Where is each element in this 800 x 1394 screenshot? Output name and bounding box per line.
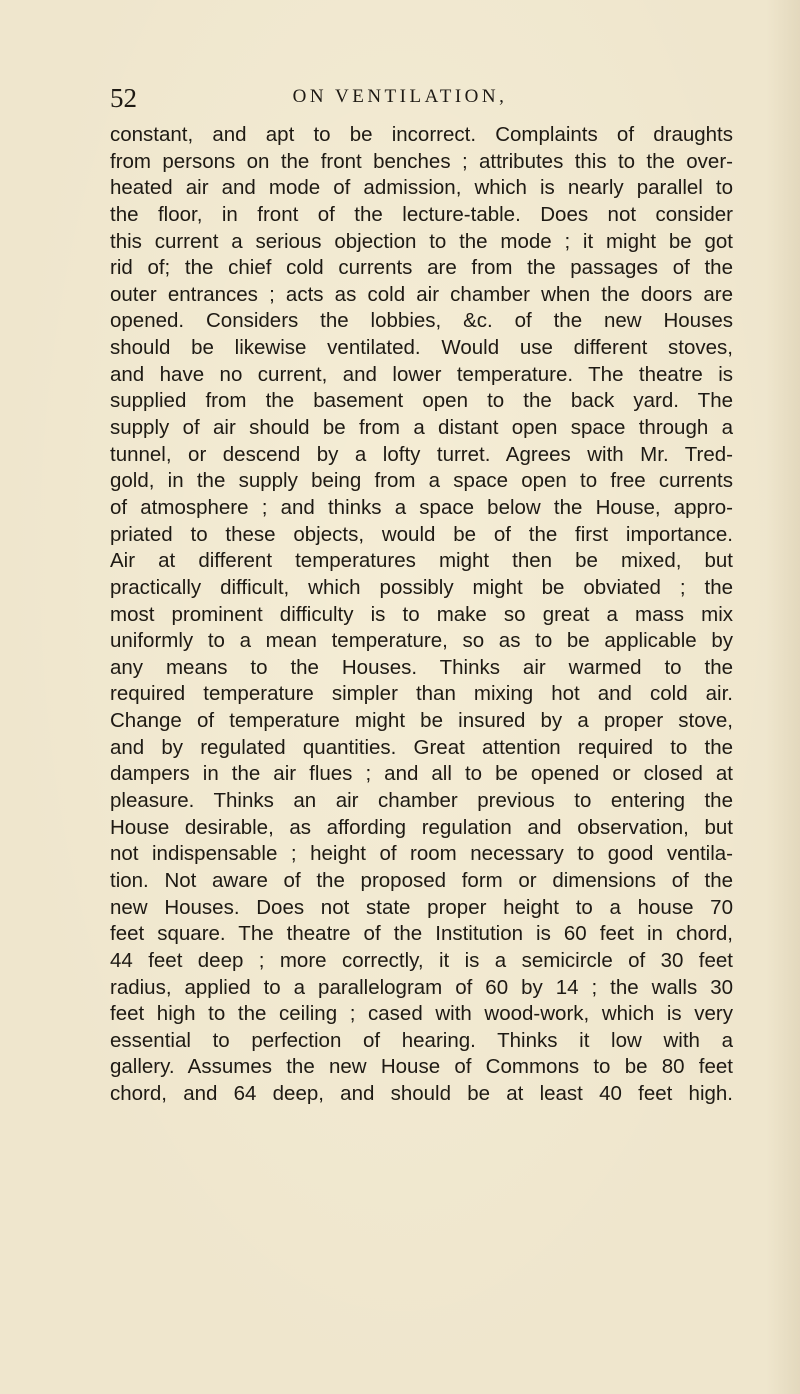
- text-line: uniformly to a mean temperature, so as to be applicable by: [110, 629, 733, 653]
- running-head: ON VENTILATION,: [292, 86, 508, 107]
- text-line: gallery. Assumes the new House of Commons to be 80 feet: [110, 1055, 733, 1079]
- text-line: chord, and 64 deep, and should be at least 40 feet high.: [110, 1082, 733, 1106]
- text-line: Change of temperature might be insured by a proper stove,: [110, 709, 733, 733]
- page-number: 52: [110, 83, 137, 113]
- text-line: Air at different temperatures might then be mixed, but: [110, 549, 733, 573]
- text-line: essential to perfection of hearing. Thinks it low with a: [110, 1028, 733, 1052]
- text-line: required temperature simpler than mixing hot and cold air.: [110, 682, 733, 706]
- text-line: supply of air should be from a distant open space through a: [110, 416, 733, 440]
- text-line: from persons on the front benches ; attributes this to the over-: [110, 149, 733, 173]
- text-line: constant, and apt to be incorrect. Complaints of draughts: [110, 123, 733, 146]
- text-line: radius, applied to a parallelogram of 60 by 14 ; the walls 30: [110, 975, 733, 999]
- text-line: new Houses. Does not state proper height to a house 70: [110, 895, 733, 919]
- text-line: dampers in the air flues ; and all to be opened or closed at: [110, 762, 733, 786]
- body-text: [110, 122, 733, 1108]
- text-line: not indispensable ; height of room necessary to good ventila-: [110, 842, 733, 866]
- text-line: priated to these objects, would be of the first importance.: [110, 522, 733, 546]
- text-line: practically difficult, which possibly might be obviated ; the: [110, 575, 733, 599]
- text-line: feet square. The theatre of the Institution is 60 feet in chord,: [110, 922, 733, 946]
- text-line: 44 feet deep ; more correctly, it is a semicircle of 30 feet: [110, 948, 733, 972]
- text-line: of atmosphere ; and thinks a space below the House, appro-: [110, 495, 733, 519]
- text-line: pleasure. Thinks an air chamber previous to entering the: [110, 789, 733, 813]
- text-line: and have no current, and lower temperature. The theatre is: [110, 362, 733, 386]
- text-line: any means to the Houses. Thinks air warmed to the: [110, 655, 733, 679]
- text-line: and by regulated quantities. Great attention required to the: [110, 735, 733, 759]
- text-line: tion. Not aware of the proposed form or dimensions of the: [110, 868, 733, 892]
- text-line: feet high to the ceiling ; cased with wood-work, which is very: [110, 1002, 733, 1026]
- text-line: House desirable, as affording regulation and observation, but: [110, 815, 733, 839]
- page-edge-shadow: [766, 0, 800, 1394]
- text-line: outer entrances ; acts as cold air chamber when the doors are: [110, 282, 733, 306]
- text-line: the floor, in front of the lecture-table. Does not consider: [110, 202, 733, 226]
- text-line: gold, in the supply being from a space open to free currents: [110, 469, 733, 493]
- text-line: tunnel, or descend by a lofty turret. Agrees with Mr. Tred-: [110, 442, 733, 466]
- text-line: supplied from the basement open to the back yard. The: [110, 389, 733, 413]
- text-line: rid of; the chief cold currents are from the passages of the: [110, 256, 733, 280]
- text-line: most prominent difficulty is to make so great a mass mix: [110, 602, 733, 626]
- text-line: opened. Considers the lobbies, &c. of the new Houses: [110, 309, 733, 333]
- text-line: should be likewise ventilated. Would use different stoves,: [110, 336, 733, 360]
- text-line: this current a serious objection to the mode ; it might be got: [110, 229, 733, 253]
- text-line: heated air and mode of admission, which is nearly parallel to: [110, 176, 733, 200]
